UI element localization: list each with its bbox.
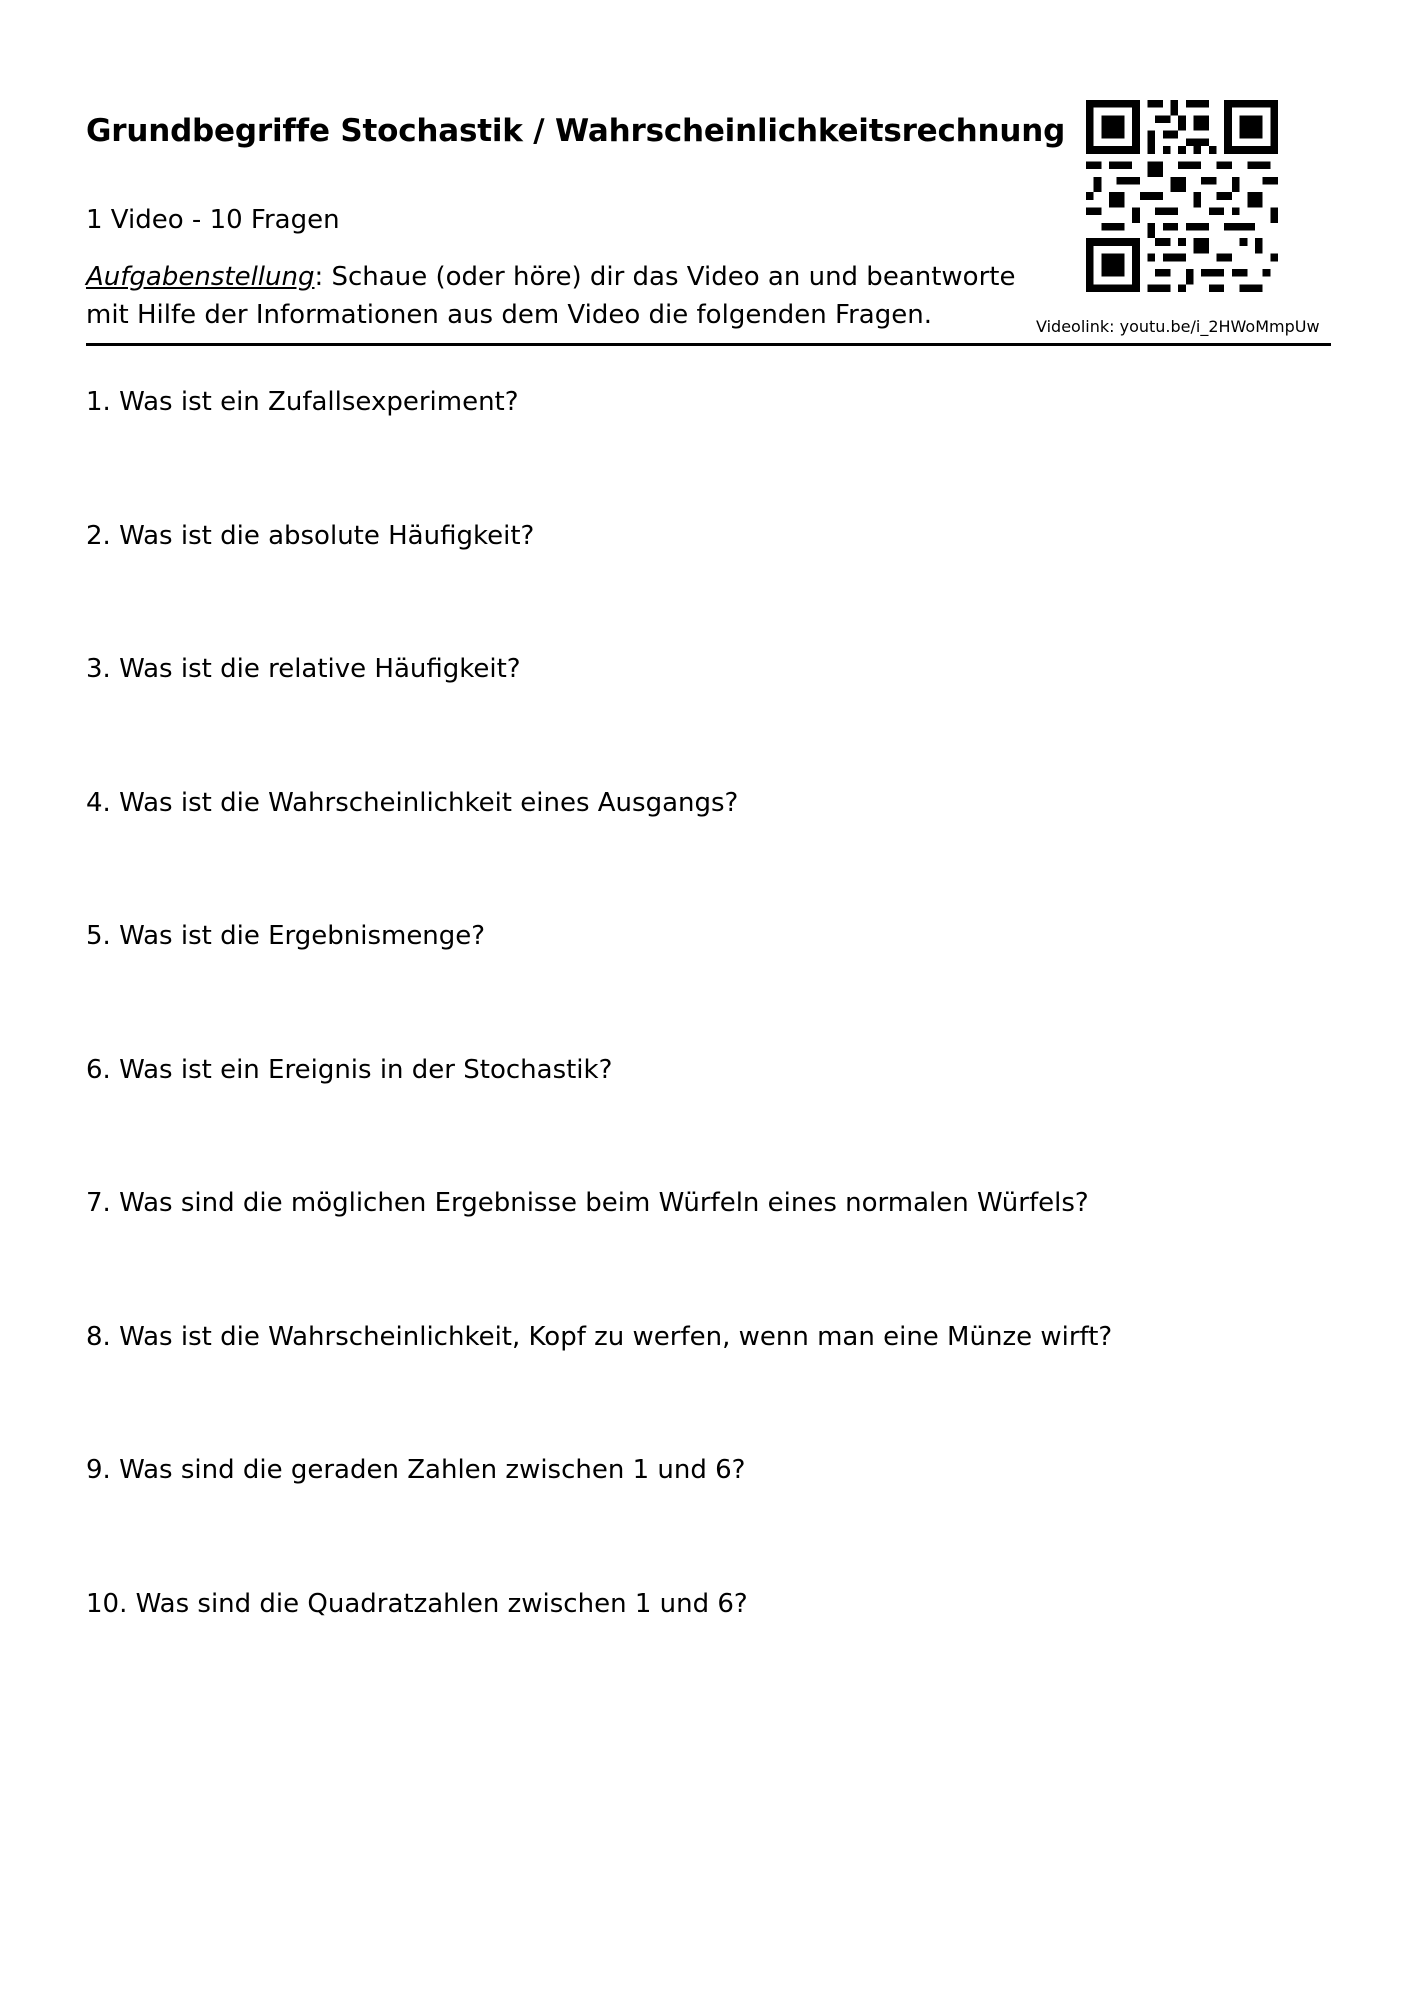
question-item: 7. Was sind die möglichen Ergebnisse beim Würfeln eines normalen Würfels?: [86, 1188, 1089, 1218]
question-item: 3. Was ist die relative Häufigkeit?: [86, 654, 521, 684]
question-item: 4. Was ist die Wahrscheinlichkeit eines Ausgangs?: [86, 787, 739, 818]
question-item: 9. Was sind die geraden Zahlen zwischen 1 und 6?: [86, 1455, 746, 1485]
qr-code-icon: [1086, 100, 1278, 292]
task-text: : Schaue (oder höre) dir das Video an und beantworte mit Hilfe der Informationen aus dem Video die folgenden Fragen.: [86, 262, 1016, 330]
question-item: 6. Was ist ein Ereignis in der Stochastik?: [86, 1054, 613, 1085]
question-item: 2. Was ist die absolute Häufigkeit?: [86, 520, 535, 551]
question-item: 10. Was sind die Quadratzahlen zwischen 1 und 6?: [86, 1588, 748, 1619]
question-item: 8. Was ist die Wahrscheinlichkeit, Kopf zu werfen, wenn man eine Münze wirft?: [86, 1321, 1113, 1352]
task-instructions: [86, 258, 1046, 334]
page-title: Grundbegriffe Stochastik / Wahrscheinlichkeitsrechnung: [86, 113, 1066, 149]
header-divider: [86, 343, 1331, 346]
question-item: 1. Was ist ein Zufallsexperiment?: [86, 387, 519, 417]
video-link[interactable]: Videolink: youtu.be/i_2HWoMmpUw: [1036, 317, 1320, 336]
worksheet-subtitle: 1 Video - 10 Fragen: [86, 205, 340, 235]
question-item: 5. Was ist die Ergebnismenge?: [86, 921, 486, 951]
question-list: [86, 385, 1326, 1720]
task-label: Aufgabenstellung: [86, 262, 315, 292]
